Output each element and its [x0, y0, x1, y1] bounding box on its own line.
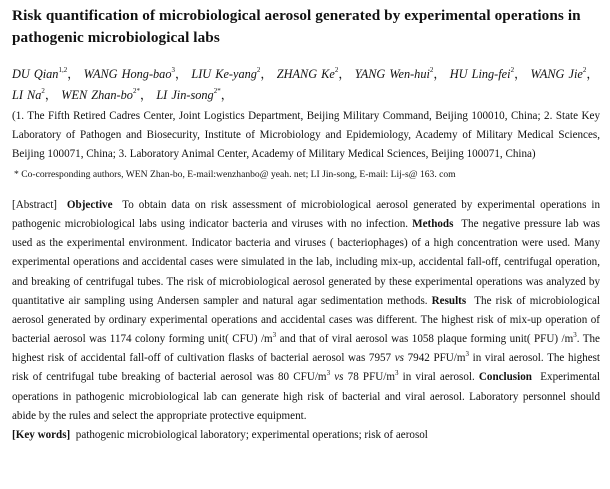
author-separator: ，: [174, 67, 192, 81]
author-affiliation-mark: 2: [334, 66, 339, 74]
results-text: The risk of microbiological aerosol generated by ordinary experimental operations and accidental cases was different. The highest risk of mix-up operation of bacterial aerosol was 1174 colony forming unit( CFU) $/m^3$ and that of viral aerosol was 1058 plaque forming unit( PFU) $/m^3$. The highest risk of accidental fall-off of cultivation flasks of bacterial aerosol was 7957 vs 7942 PFU/$m^3$ in viral aerosol. The highest risk of centrifugal tube breaking of bacterial aerosol was 80 CFU/$m^3$ vs 78 PFU/$m^3$ in viral aerosol.: [12, 294, 601, 384]
author-separator: ，: [44, 88, 62, 102]
affiliations: (1. The Fifth Retired Cadres Center, Joint Logistics Department, Beijing Military Command, Beijing 100010, China; 2. State Key Laboratory of Pathogen and Biosecurity, Institute of Microbiology and Epidemiology, Academy of Military Medical Sciences, Beijing 100071, China; 3. Laboratory Animal Center, Academy of Military Medical Sciences, Beijing 100071, China): [12, 110, 600, 160]
author-name: WEN Zhan-$bo^{2*}$: [61, 87, 140, 102]
conclusion-text: Experimental operations in pathogenic microbiological lab can generate high risk of bacterial and viral aerosol. Laboratory personnel should abide by the rules and select the appropriate protective equipment.: [12, 371, 601, 422]
abstract-label: [Abstract]: [12, 199, 57, 211]
author-affiliation-mark: 2: [41, 87, 45, 95]
author-affiliation-mark: 2*: [132, 87, 140, 95]
author-separator: ，: [433, 67, 450, 81]
methods-heading: Methods: [412, 218, 454, 231]
author-affiliation-mark: 2: [582, 66, 587, 74]
conclusion-heading: Conclusion: [478, 371, 532, 384]
results-heading: Results: [431, 294, 467, 307]
keywords-block: [12, 426, 600, 445]
author-name: LIU Ke-yang$^2$: [191, 66, 261, 81]
author-separator: ，: [338, 67, 355, 81]
author-separator: ，: [220, 88, 233, 102]
author-separator: ，: [139, 88, 157, 102]
corresponding-note: * Co-corresponding authors, WEN Zhan-bo, E-mail:wenzhanbo@ yeah. net; LI Jin-song, E-mail: Lij-s@ 163. com: [14, 169, 456, 180]
keywords-text: pathogenic microbiological laboratory; experimental operations; risk of aerosol: [75, 428, 428, 441]
author-affiliation-mark: 2*: [213, 87, 221, 95]
author-name: WANG Jie$^2$: [530, 66, 587, 81]
author-name: LI Jin-song$^{2*}$: [156, 87, 221, 102]
methods-text: The negative pressure lab was used as the experimental environment. Indicator bacteria and viruses ( bacteriophages) of a high concentration were used. Many experimental operations and accidental cases were simulated in the lab, including mix-up, accidental fall-off, centrifugal operation, and breaking of centrifugal tubes. The risk of microbiological aerosol generated by these experimental operations was analyzed by quantitative air sampling using Andersen sampler and natural agar sedimentation methods.: [12, 218, 600, 307]
paper-page: [12, 0, 600, 445]
author-name: DU Qian$^{1,2}$: [12, 66, 68, 81]
author-affiliation-mark: 3: [171, 66, 175, 74]
author-separator: ，: [67, 67, 84, 81]
abstract-block: [12, 196, 600, 426]
author-name: ZHANG Ke$^2$: [276, 66, 339, 81]
author-separator: ，: [260, 67, 277, 81]
author-affiliation-mark: 1,2: [58, 66, 68, 74]
author-affiliation-mark: 2: [429, 66, 434, 74]
author-separator: ，: [586, 67, 599, 81]
author-name: YANG Wen-hui$^2$: [354, 66, 434, 81]
objective-text: To obtain data on risk assessment of microbiological aerosol generated by experimental operations in pathogenic microbiological labs using indicator bacteria and viruses with no infection.: [12, 199, 600, 231]
objective-heading: Objective: [66, 199, 113, 211]
author-affiliation-mark: 2: [256, 66, 261, 74]
paper-title: Risk quantification of microbiological aerosol generated by experimental operations in pathogenic microbiological labs: [12, 7, 581, 46]
author-name: HU Ling-fei$^2$: [449, 66, 515, 81]
author-name: LI Na$^2$: [12, 87, 45, 102]
author-list: [12, 64, 600, 106]
author-affiliation-mark: 2: [510, 66, 515, 74]
author-separator: ，: [514, 67, 531, 81]
keywords-label: [Key words]: [12, 428, 71, 441]
author-name: WANG Hong-bao$^3$: [83, 66, 175, 81]
